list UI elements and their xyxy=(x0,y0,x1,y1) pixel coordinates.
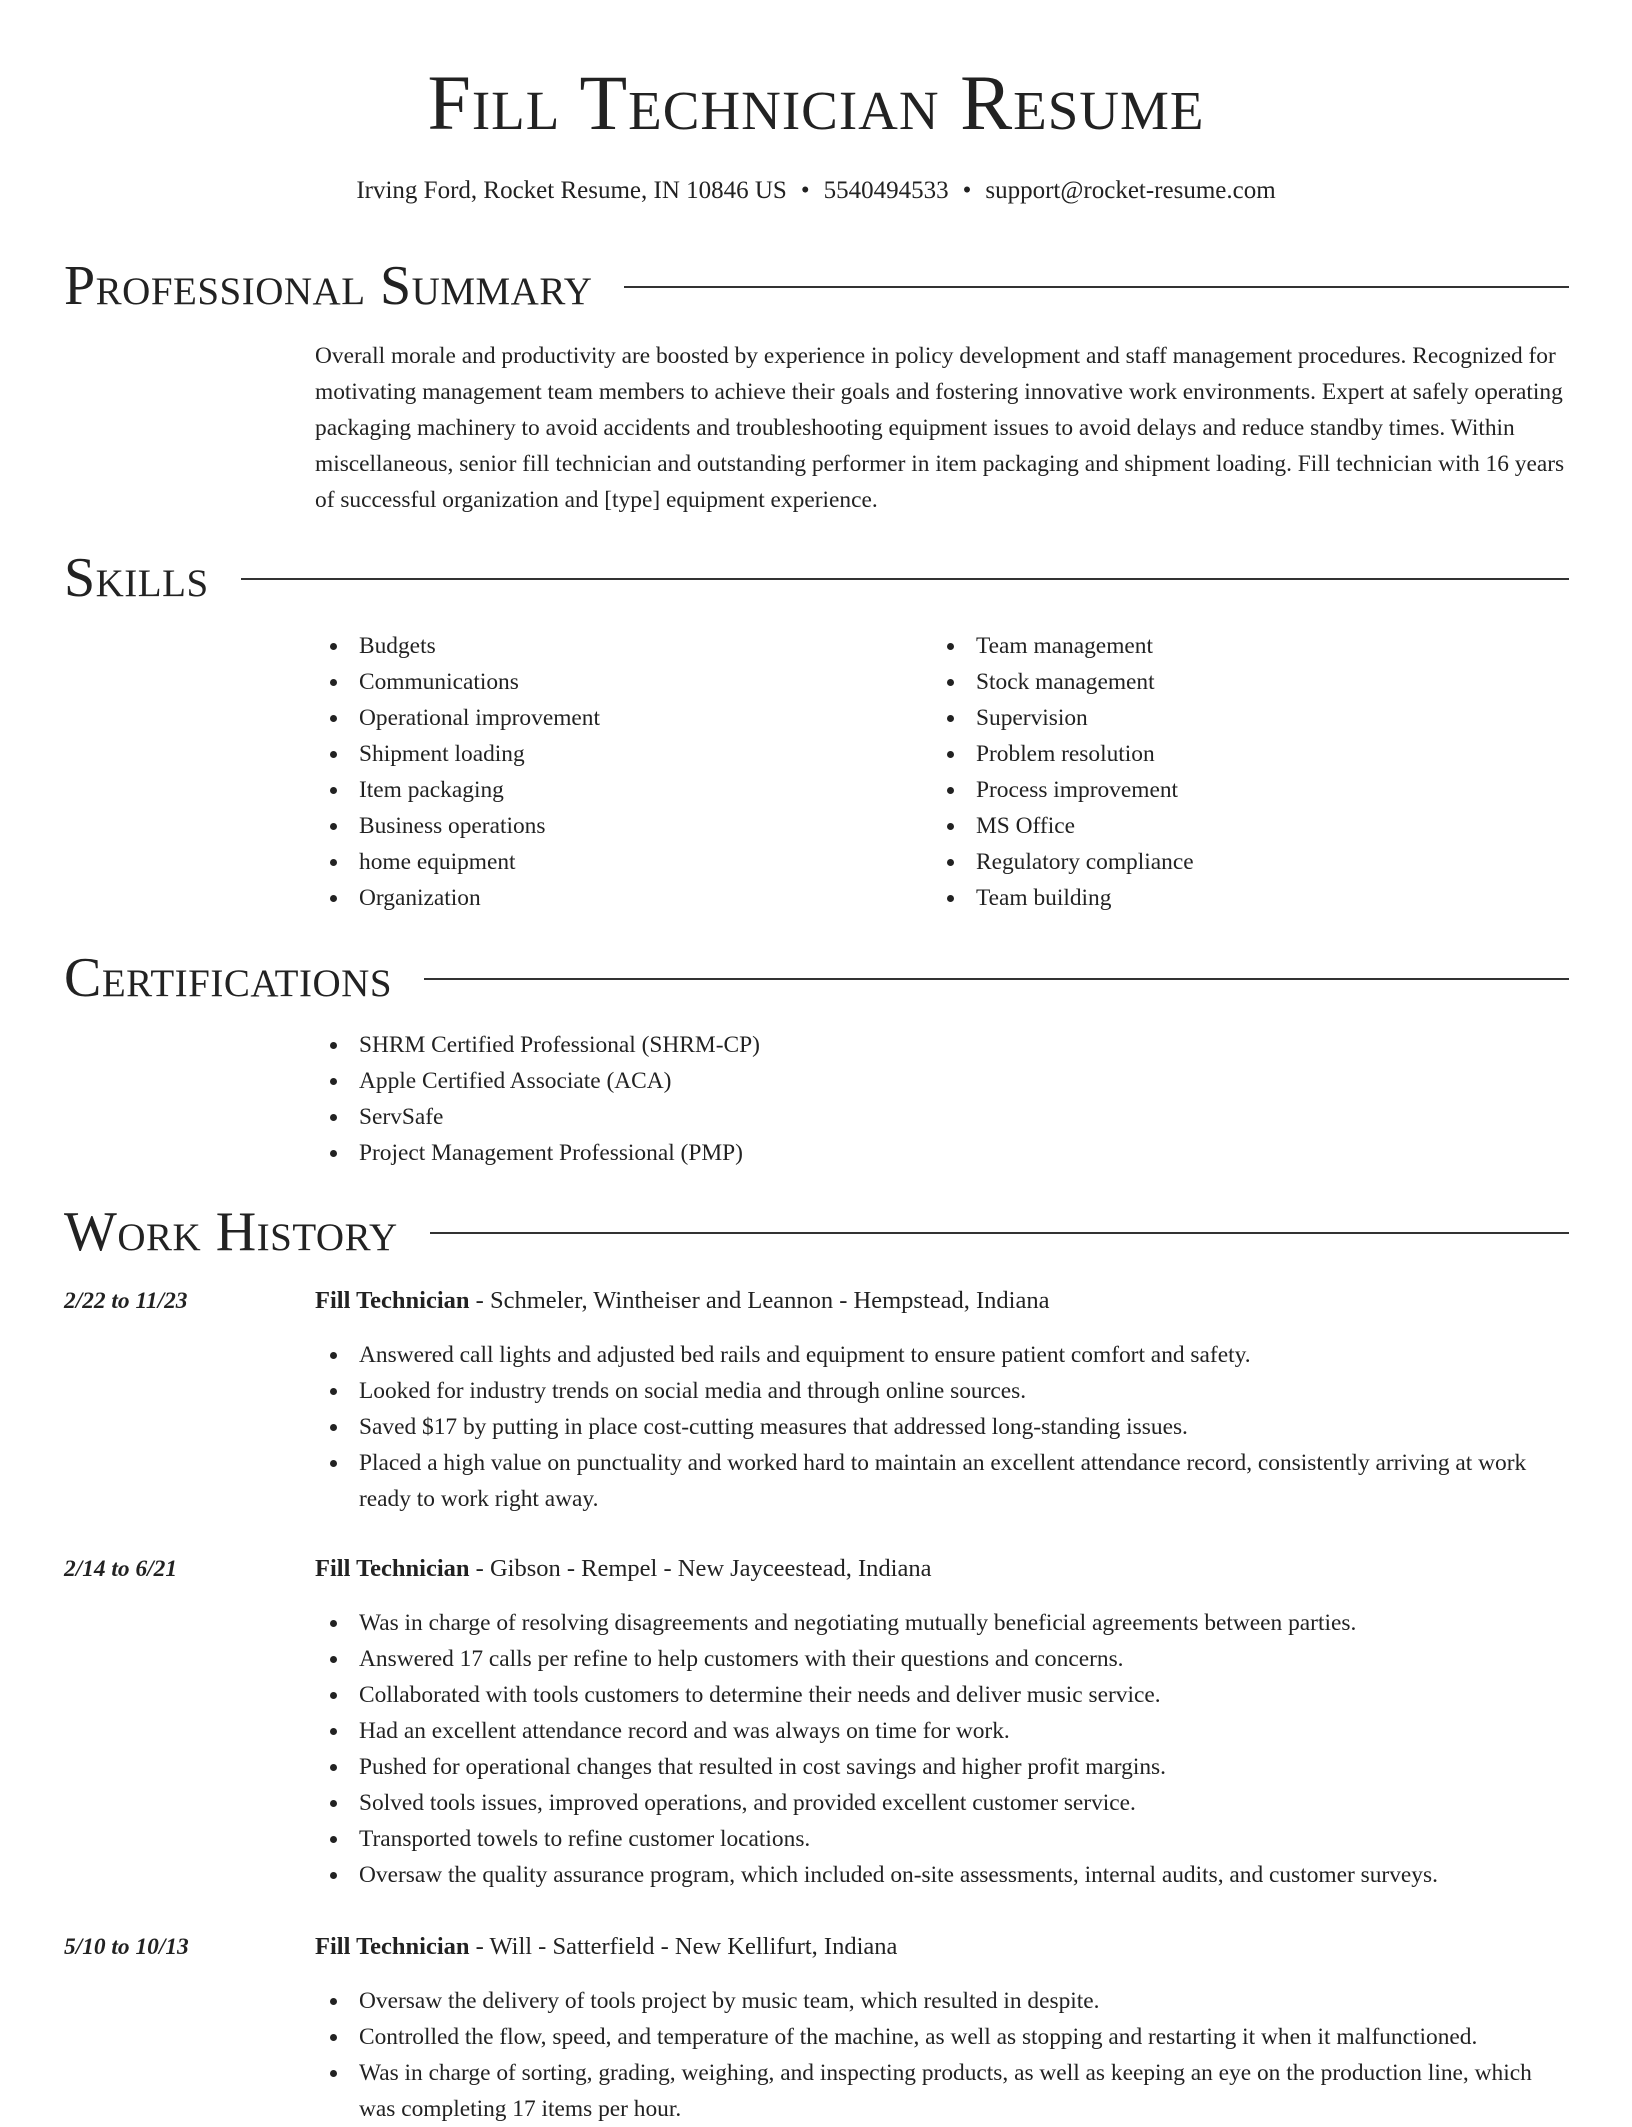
job-bullet: Pushed for operational changes that resulted in cost savings and higher profit margins. xyxy=(315,1749,1569,1785)
skill-item: Team management xyxy=(932,628,1552,664)
job-company-location: - Will - Satterfield - New Kellifurt, Indiana xyxy=(469,1933,898,1960)
skill-item: MS Office xyxy=(932,808,1552,844)
skill-item: Budgets xyxy=(315,628,915,664)
contact-line xyxy=(0,174,1632,208)
job-bullets xyxy=(315,1337,1569,1517)
certification-item: ServSafe xyxy=(315,1099,1569,1135)
work-history-heading: Work History xyxy=(64,1201,398,1263)
resume-title: Fill Technician Resume xyxy=(427,59,1205,146)
job-bullet: Solved tools issues, improved operations, and provided excellent customer service. xyxy=(315,1785,1569,1821)
work-history-section-header xyxy=(64,1199,1569,1265)
skill-item: Process improvement xyxy=(932,772,1552,808)
skill-item: Problem resolution xyxy=(932,736,1552,772)
contact-phone: 5540494533 xyxy=(823,177,949,204)
job-role: Fill Technician xyxy=(315,1287,470,1314)
certifications-section-header xyxy=(64,945,1569,1011)
section-divider xyxy=(241,578,1569,580)
skill-item: Team building xyxy=(932,880,1552,916)
job-bullet: Saved $17 by putting in place cost-cutting measures that addressed long-standing issues. xyxy=(315,1409,1569,1445)
skill-item: Operational improvement xyxy=(315,700,915,736)
skill-item: Business operations xyxy=(315,808,915,844)
job-role: Fill Technician xyxy=(315,1933,470,1960)
contact-email[interactable]: support@rocket-resume.com xyxy=(985,177,1276,204)
job-role: Fill Technician xyxy=(315,1555,470,1582)
job-bullet: Answered 17 calls per refine to help customers with their questions and concerns. xyxy=(315,1641,1569,1677)
section-divider xyxy=(424,978,1569,980)
job-heading xyxy=(315,1551,1569,1587)
job-bullet: Oversaw the delivery of tools project by music team, which resulted in despite. xyxy=(315,1983,1569,2019)
skill-item: Supervision xyxy=(932,700,1552,736)
contact-separator: • xyxy=(800,177,810,204)
job-heading xyxy=(315,1929,1569,1965)
job-heading xyxy=(315,1283,1569,1319)
skill-item: Organization xyxy=(315,880,915,916)
job-bullet: Was in charge of resolving disagreements and negotiating mutually beneficial agreements between parties. xyxy=(315,1605,1569,1641)
skill-item: Shipment loading xyxy=(315,736,915,772)
summary-text: Overall morale and productivity are boosted by experience in policy development and staff management procedures. Recognized for motivating management team members to achieve their goals and fostering innovative work environments. Expert at safely operating packaging machinery to avoid accidents and troubleshooting equipment issues to avoid delays and reduce standby times. Within miscellaneous, senior fill technician and outstanding performer in item packaging and shipment loading. Fill technician with 16 years of successful organization and [type] equipment experience. xyxy=(315,343,1565,513)
job-company-location: - Gibson - Rempel - New Jayceestead, Indiana xyxy=(469,1555,932,1582)
job-bullet: Looked for industry trends on social media and through online sources. xyxy=(315,1373,1569,1409)
skill-item: home equipment xyxy=(315,844,915,880)
certification-item: SHRM Certified Professional (SHRM-CP) xyxy=(315,1027,1569,1063)
section-divider xyxy=(430,1232,1569,1234)
certifications-heading: Certifications xyxy=(64,947,393,1009)
skill-item: Regulatory compliance xyxy=(932,844,1552,880)
skills-list-left xyxy=(315,628,915,916)
skill-item: Communications xyxy=(315,664,915,700)
certification-item: Project Management Professional (PMP) xyxy=(315,1135,1569,1171)
skill-item: Item packaging xyxy=(315,772,915,808)
contact-address: Irving Ford, Rocket Resume, IN 10846 US xyxy=(356,177,787,204)
job-bullet: Transported towels to refine customer locations. xyxy=(315,1821,1569,1857)
job-bullet: Answered call lights and adjusted bed rails and equipment to ensure patient comfort and safety. xyxy=(315,1337,1569,1373)
job-bullet: Oversaw the quality assurance program, which included on-site assessments, internal audits, and customer surveys. xyxy=(315,1857,1569,1893)
job-bullets xyxy=(315,1983,1569,2127)
certification-item: Apple Certified Associate (ACA) xyxy=(315,1063,1569,1099)
job-bullet: Had an excellent attendance record and was always on time for work. xyxy=(315,1713,1569,1749)
summary-section-header xyxy=(64,253,1569,319)
certifications-list xyxy=(315,1027,1569,1171)
skills-section-header xyxy=(64,545,1569,611)
job-dates: 2/22 to 11/23 xyxy=(64,1288,188,1314)
skills-list-right xyxy=(932,628,1552,916)
skill-item: Stock management xyxy=(932,664,1552,700)
summary-heading: Professional Summary xyxy=(64,255,593,317)
job-company-location: - Schmeler, Wintheiser and Leannon - Hempstead, Indiana xyxy=(469,1287,1050,1314)
job-bullet: Collaborated with tools customers to determine their needs and deliver music service. xyxy=(315,1677,1569,1713)
contact-separator: • xyxy=(962,177,972,204)
job-bullet: Controlled the flow, speed, and temperature of the machine, as well as stopping and restarting it when it malfunctioned. xyxy=(315,2019,1569,2055)
job-dates: 2/14 to 6/21 xyxy=(64,1556,178,1582)
section-divider xyxy=(624,286,1569,288)
job-dates: 5/10 to 10/13 xyxy=(64,1934,189,1960)
job-bullet: Was in charge of sorting, grading, weighing, and inspecting products, as well as keeping an eye on the production line, which was completing 17 items per hour. xyxy=(315,2055,1569,2127)
skills-heading: Skills xyxy=(64,547,209,609)
job-bullets xyxy=(315,1605,1569,1893)
job-bullet: Placed a high value on punctuality and worked hard to maintain an excellent attendance record, consistently arriving at work ready to work right away. xyxy=(315,1445,1569,1517)
